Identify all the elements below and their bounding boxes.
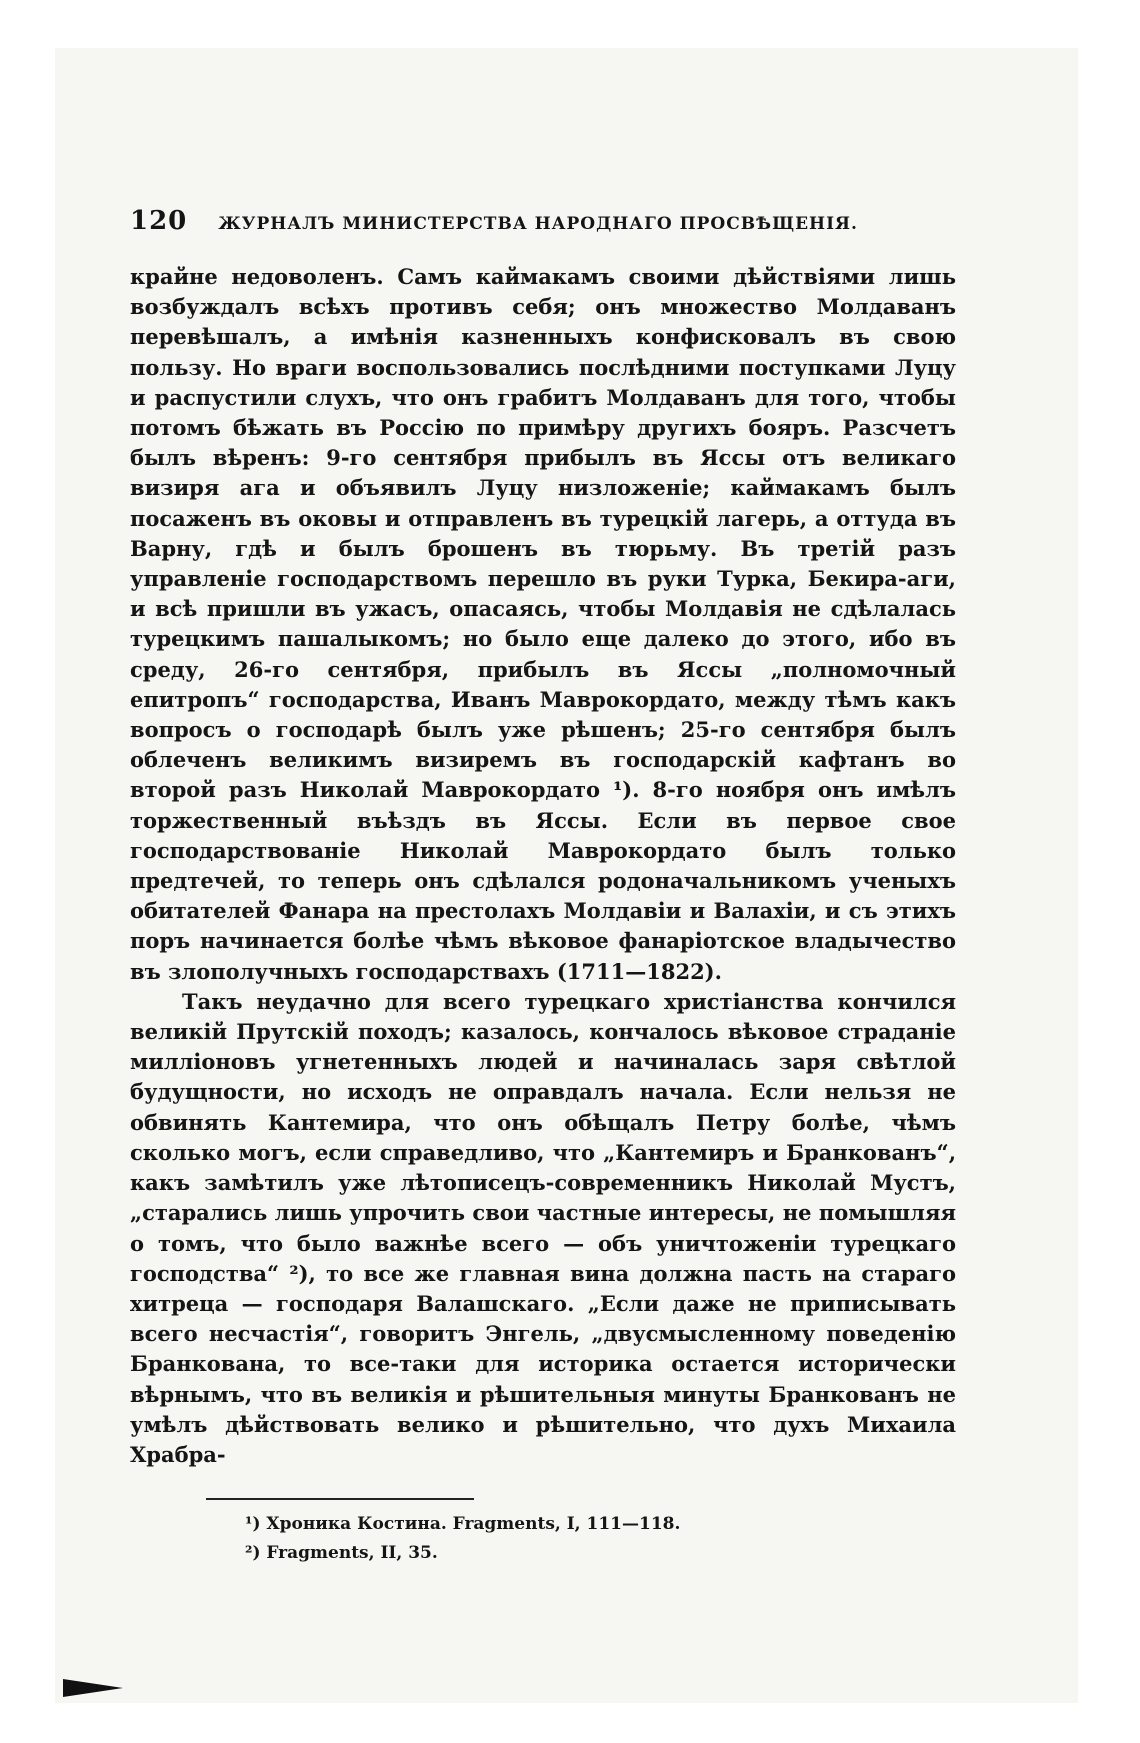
running-title: ЖУРНАЛЪ МИНИСТЕРСТВА НАРОДНАГО ПРОСВѢЩЕНІЯ. [218, 214, 858, 234]
footnote: ²) Fragments, II, 35. [245, 1543, 438, 1563]
page-header [130, 206, 950, 236]
footnote-separator [206, 1498, 474, 1500]
footnotes [245, 1510, 945, 1568]
body-text [130, 262, 956, 1470]
scan-artifact-mark [63, 1679, 123, 1697]
paragraph: Такъ неудачно для всего турецкаго христіанства кончился великій Прутскій походъ; казалось, кончалось вѣковое страданіе милліоновъ угнетенныхъ людей и начиналась заря свѣтлой будущности, но исходъ не оправдалъ начала. Если нельзя не обвинять Кантемира, что онъ обѣщалъ Петру болѣе, чѣмъ сколько могъ, если справедливо, что „Кантемиръ и Бранкованъ“, какъ замѣтилъ уже лѣтописецъ-современникъ Николай Мустъ, „старались лишь упрочить свои частные интересы, не помышляя о томъ, что было важнѣе всего — объ уничтоженіи турецкаго господства“ ²), то все же главная вина должна пасть на стараго хитреца — господаря Валашскаго. „Если даже не приписывать всего несчастія“, говоритъ Энгель, „двусмысленному поведенію Бранкована, то все-таки для историка остается исторически вѣрнымъ, что въ великія и рѣшительныя минуты Бранкованъ не умѣлъ дѣйствовать велико и рѣшительно, что духъ Михаила Храбра- [130, 988, 956, 1467]
paragraph: крайне недоволенъ. Самъ каймакамъ своими дѣйствіями лишь возбуждалъ всѣхъ противъ себя; онъ множество Молдаванъ перевѣшалъ, а имѣнія казненныхъ конфисковалъ въ свою пользу. Но враги воспользовались послѣдними поступками Луцу и распустили слухъ, что онъ грабитъ Молдаванъ для того, чтобы потомъ бѣжать въ Россію по примѣру другихъ бояръ. Разсчетъ былъ вѣренъ: 9-го сентября прибылъ въ Яссы отъ великаго визиря ага и объявилъ Луцу низложеніе; каймакамъ былъ посаженъ въ оковы и отправленъ въ турецкій лагерь, а оттуда въ Варну, гдѣ и былъ брошенъ въ тюрьму. Въ третій разъ управленіе господарствомъ перешло въ руки Турка, Бекира-аги, и всѣ пришли въ ужасъ, опасаясь, чтобы Молдавія не сдѣлалась турецкимъ пашалыкомъ; но было еще далеко до этого, ибо въ среду, 26-го сентября, прибылъ въ Яссы „полномочный епитропъ“ господарства, Иванъ Маврокордато, между тѣмъ какъ вопросъ о господарѣ былъ уже рѣшенъ; 25-го сентября былъ облеченъ великимъ визиремъ въ господарскій кафтанъ во второй разъ Николай Маврокордато ¹). 8-го ноября онъ имѣлъ торжественный въѣздъ въ Яссы. Если въ первое свое господарствованіе Николай Маврокордато былъ только предтечей, то теперь онъ сдѣлался родоначальникомъ ученыхъ обитателей Фанара на престолахъ Молдавіи и Валахіи, и съ этихъ поръ начинается болѣе чѣмъ вѣковое фанаріотское владычество въ злополучныхъ господарствахъ (1711—1822). [130, 264, 956, 984]
page-number: 120 [130, 206, 188, 236]
footnote: ¹) Хроника Костина. Fragments, I, 111—118. [245, 1514, 681, 1534]
